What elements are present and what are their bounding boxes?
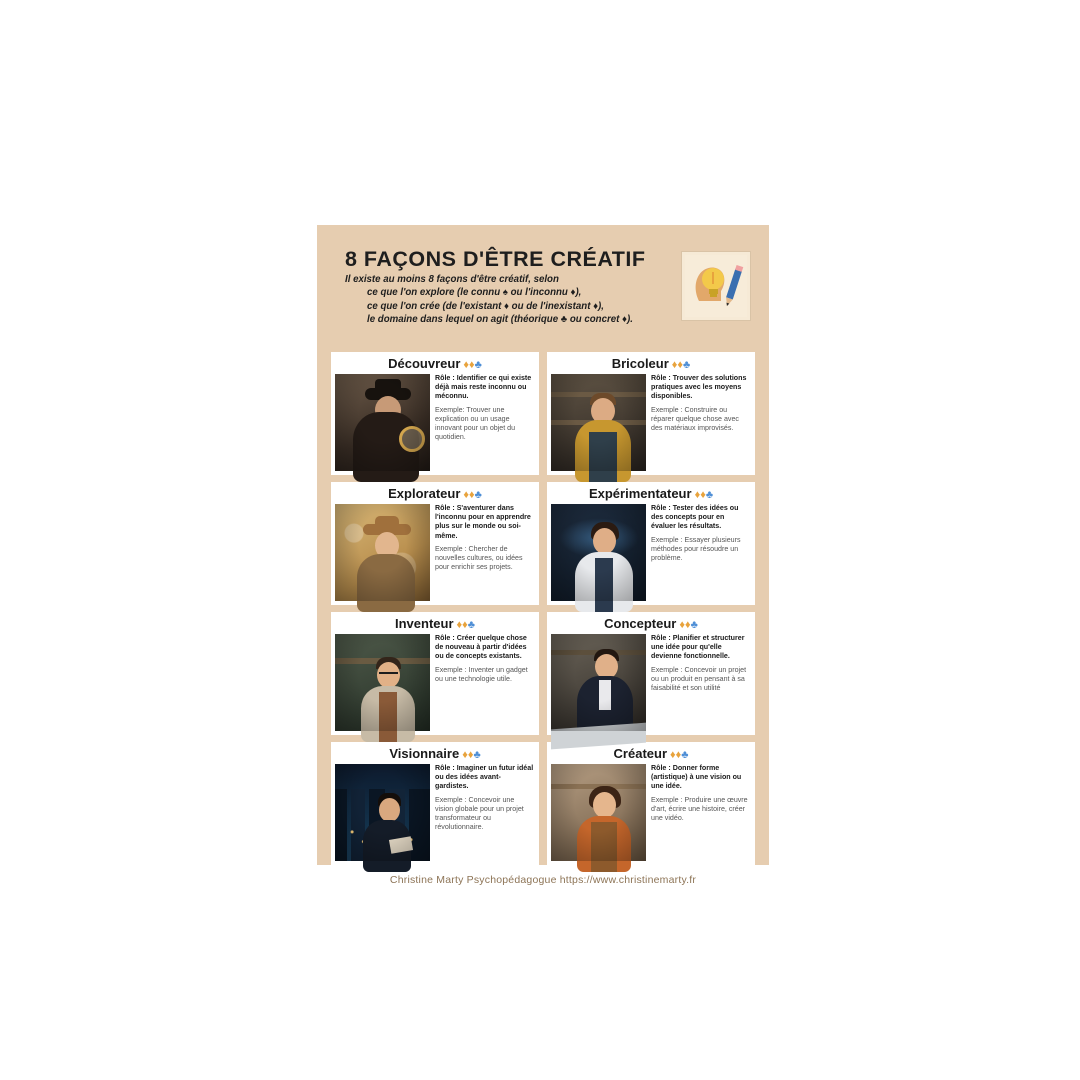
card-explorateur[interactable] <box>331 482 539 605</box>
suit-icons: ♦♦♣ <box>463 359 482 371</box>
poster-header <box>331 247 755 345</box>
card-title-row <box>551 355 751 374</box>
suit-icons: ♦♦♣ <box>463 489 482 501</box>
card-body <box>335 504 535 601</box>
scientist-in-lab-photo <box>551 504 646 601</box>
card-title: Expérimentateur <box>588 486 692 501</box>
card-role: Rôle : Donner forme (artistique) à une vision ou une idée. <box>651 764 742 791</box>
card-text <box>651 374 751 471</box>
card-bricoleur[interactable] <box>547 352 755 475</box>
card-title-row <box>335 745 535 764</box>
card-title: Visionnaire <box>389 746 460 761</box>
card-title-row <box>335 485 535 504</box>
poster <box>317 225 769 886</box>
card-role: Rôle : Tester des idées ou des concepts pour en évaluer les résultats. <box>651 504 739 531</box>
card-concepteur[interactable] <box>547 612 755 735</box>
card-role: Rôle : Trouver des solutions pratiques avec les moyens disponibles. <box>651 374 747 401</box>
card-text <box>651 764 751 861</box>
card-body <box>551 764 751 861</box>
card-title-row <box>551 615 751 634</box>
card-text <box>435 504 535 601</box>
card-example: Exemple : Inventer un gadget ou une technologie utile. <box>435 665 528 683</box>
suit-icons: ♦♦♣ <box>671 359 691 371</box>
visionary-city-night-photo <box>335 764 430 861</box>
card-role: Rôle : Imaginer un futur idéal ou des idées avant-gardistes. <box>435 764 534 791</box>
card-text <box>435 764 535 861</box>
card-role: Rôle : Planifier et structurer une idée pour qu'elle devienne fonctionnelle. <box>651 634 745 661</box>
card-title-row <box>551 485 751 504</box>
card-text <box>435 634 535 731</box>
card-example: Exemple: Trouver une explication ou un usage innovant pour un objet du quotidien. <box>435 405 516 442</box>
explorer-with-map-photo <box>335 504 430 601</box>
card-body <box>335 634 535 731</box>
card-body <box>551 634 751 731</box>
card-title: Bricoleur <box>611 356 669 371</box>
detective-with-magnifier-photo <box>335 374 430 471</box>
card-title-row <box>335 355 535 374</box>
card-visionnaire[interactable] <box>331 742 539 865</box>
artist-in-studio-photo <box>551 764 646 861</box>
card-title: Inventeur <box>395 616 454 631</box>
card-title: Explorateur <box>388 486 461 501</box>
card-title: Découvreur <box>388 356 461 371</box>
suit-icons: ♦♦♣ <box>670 749 689 761</box>
card-example: Exemple : Construire ou réparer quelque chose avec des matériaux improvisés. <box>651 405 739 433</box>
suit-icons: ♦♦♣ <box>694 489 714 501</box>
subtitle-line-4: le domaine dans lequel on agit (théorique ♣ ou concret ♦). <box>367 314 633 326</box>
card-body <box>551 504 751 601</box>
card-body <box>335 374 535 471</box>
card-example: Exemple : Concevoir une vision globale pour un projet transformateur ou révolutionnaire. <box>435 795 524 832</box>
card-example: Exemple : Produire une œuvre d'art, écrire une histoire, créer une vidéo. <box>651 795 748 823</box>
subtitle-line-2: ce que l'on explore (le connu ♠ ou l'inconnu ♦), <box>367 287 582 299</box>
card-example: Exemple : Concevoir un projet ou un produit en pensant à sa faisabilité et son utilité <box>651 665 747 693</box>
card-text <box>651 634 751 731</box>
website-url[interactable]: https://www.christinemarty.fr <box>559 874 697 886</box>
craftsman-in-workshop-photo <box>551 374 646 471</box>
subtitle-block <box>345 273 675 327</box>
card-role: Rôle : Identifier ce qui existe déjà mais reste inconnu ou méconnu. <box>435 374 532 401</box>
suit-icons: ♦♦♣ <box>456 619 475 631</box>
card-createur[interactable] <box>547 742 755 865</box>
card-body <box>335 764 535 861</box>
card-example: Exemple : Chercher de nouvelles cultures, ou idées pour enrichir ses projets. <box>435 544 523 572</box>
author-name: Christine Marty Psychopédagogue <box>389 874 557 886</box>
page-title: 8 FAÇONS D'ÊTRE CRÉATIF <box>345 247 646 271</box>
card-decouvreur[interactable] <box>331 352 539 475</box>
card-role: Rôle : Créer quelque chose de nouveau à partir d'idées ou de concepts existants. <box>435 634 527 661</box>
card-title: Concepteur <box>604 616 677 631</box>
card-title-row <box>551 745 751 764</box>
card-experimentateur[interactable] <box>547 482 755 605</box>
lightbulb-head-pencil-icon <box>681 251 751 321</box>
subtitle-line-3: ce que l'on crée (de l'existant ♦ ou de l'inexistant ♦), <box>367 300 604 312</box>
card-title-row <box>335 615 535 634</box>
card-role: Rôle : S'aventurer dans l'inconnu pour en apprendre plus sur le monde ou soi-même. <box>435 504 531 540</box>
inventor-at-workbench-photo <box>335 634 430 731</box>
poster-footer <box>331 874 755 892</box>
card-example: Exemple : Essayer plusieurs méthodes pour résoudre un problème. <box>651 535 741 563</box>
card-title: Créateur <box>613 746 667 761</box>
cards-grid <box>331 352 755 865</box>
card-text <box>651 504 751 601</box>
card-text <box>435 374 535 471</box>
suit-icons: ♦♦♣ <box>462 749 481 761</box>
card-inventeur[interactable] <box>331 612 539 735</box>
suit-icons: ♦♦♣ <box>679 619 698 631</box>
subtitle-line-1: Il existe au moins 8 façons d'être créatif, selon <box>345 274 559 285</box>
card-body <box>551 374 751 471</box>
designer-in-suit-photo <box>551 634 646 731</box>
